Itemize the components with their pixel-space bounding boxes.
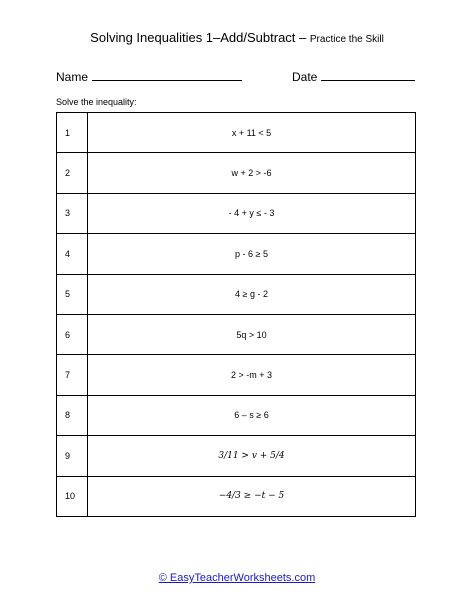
title-dash: – (295, 30, 310, 45)
date-field[interactable] (292, 69, 415, 84)
problem-expression: −4/3 ≥ −t − 5 (88, 476, 416, 516)
problem-expression: 3/11 > v + 5/4 (88, 436, 416, 476)
problem-number: 1 (57, 113, 88, 153)
date-label: Date (292, 70, 318, 84)
problem-number: 5 (57, 274, 88, 314)
table-row (57, 314, 416, 354)
problem-expression: p - 6 ≥ 5 (88, 234, 416, 274)
problem-expression: - 4 + y ≤ - 3 (88, 193, 416, 233)
table-row (57, 355, 416, 395)
problem-expression: 6 – s ≥ 6 (88, 395, 416, 435)
name-label: Name (56, 70, 89, 84)
problem-expression: w + 2 > -6 (88, 153, 416, 193)
worksheet-title: Solving Inequalities 1–Add/Subtract (90, 30, 296, 45)
problem-expression: 5q > 10 (88, 314, 416, 354)
table-row (57, 476, 416, 516)
problem-number: 6 (57, 314, 88, 354)
name-field[interactable] (56, 69, 242, 84)
problem-number: 8 (57, 395, 88, 435)
problem-number: 3 (57, 193, 88, 233)
name-line[interactable] (92, 69, 242, 81)
copyright-link[interactable]: © EasyTeacherWorksheets.com (158, 572, 316, 584)
problem-number: 2 (57, 153, 88, 193)
problem-number: 9 (57, 436, 88, 476)
problem-number: 7 (57, 355, 88, 395)
problem-expression: x + 11 < 5 (88, 113, 416, 153)
table-row (57, 234, 416, 274)
problem-expression: 4 ≥ g - 2 (88, 274, 416, 314)
problems-table (56, 112, 416, 517)
page-title (0, 29, 474, 47)
instructions: Solve the inequality: (56, 97, 137, 107)
table-row (57, 113, 416, 153)
problem-expression: 2 > -m + 3 (88, 355, 416, 395)
table-row (57, 395, 416, 435)
table-row (57, 436, 416, 476)
date-line[interactable] (321, 69, 415, 81)
worksheet-subtitle: Practice the Skill (309, 34, 384, 45)
problem-number: 4 (57, 234, 88, 274)
table-row (57, 274, 416, 314)
table-row (57, 193, 416, 233)
problem-number: 10 (57, 476, 88, 516)
table-row (57, 153, 416, 193)
